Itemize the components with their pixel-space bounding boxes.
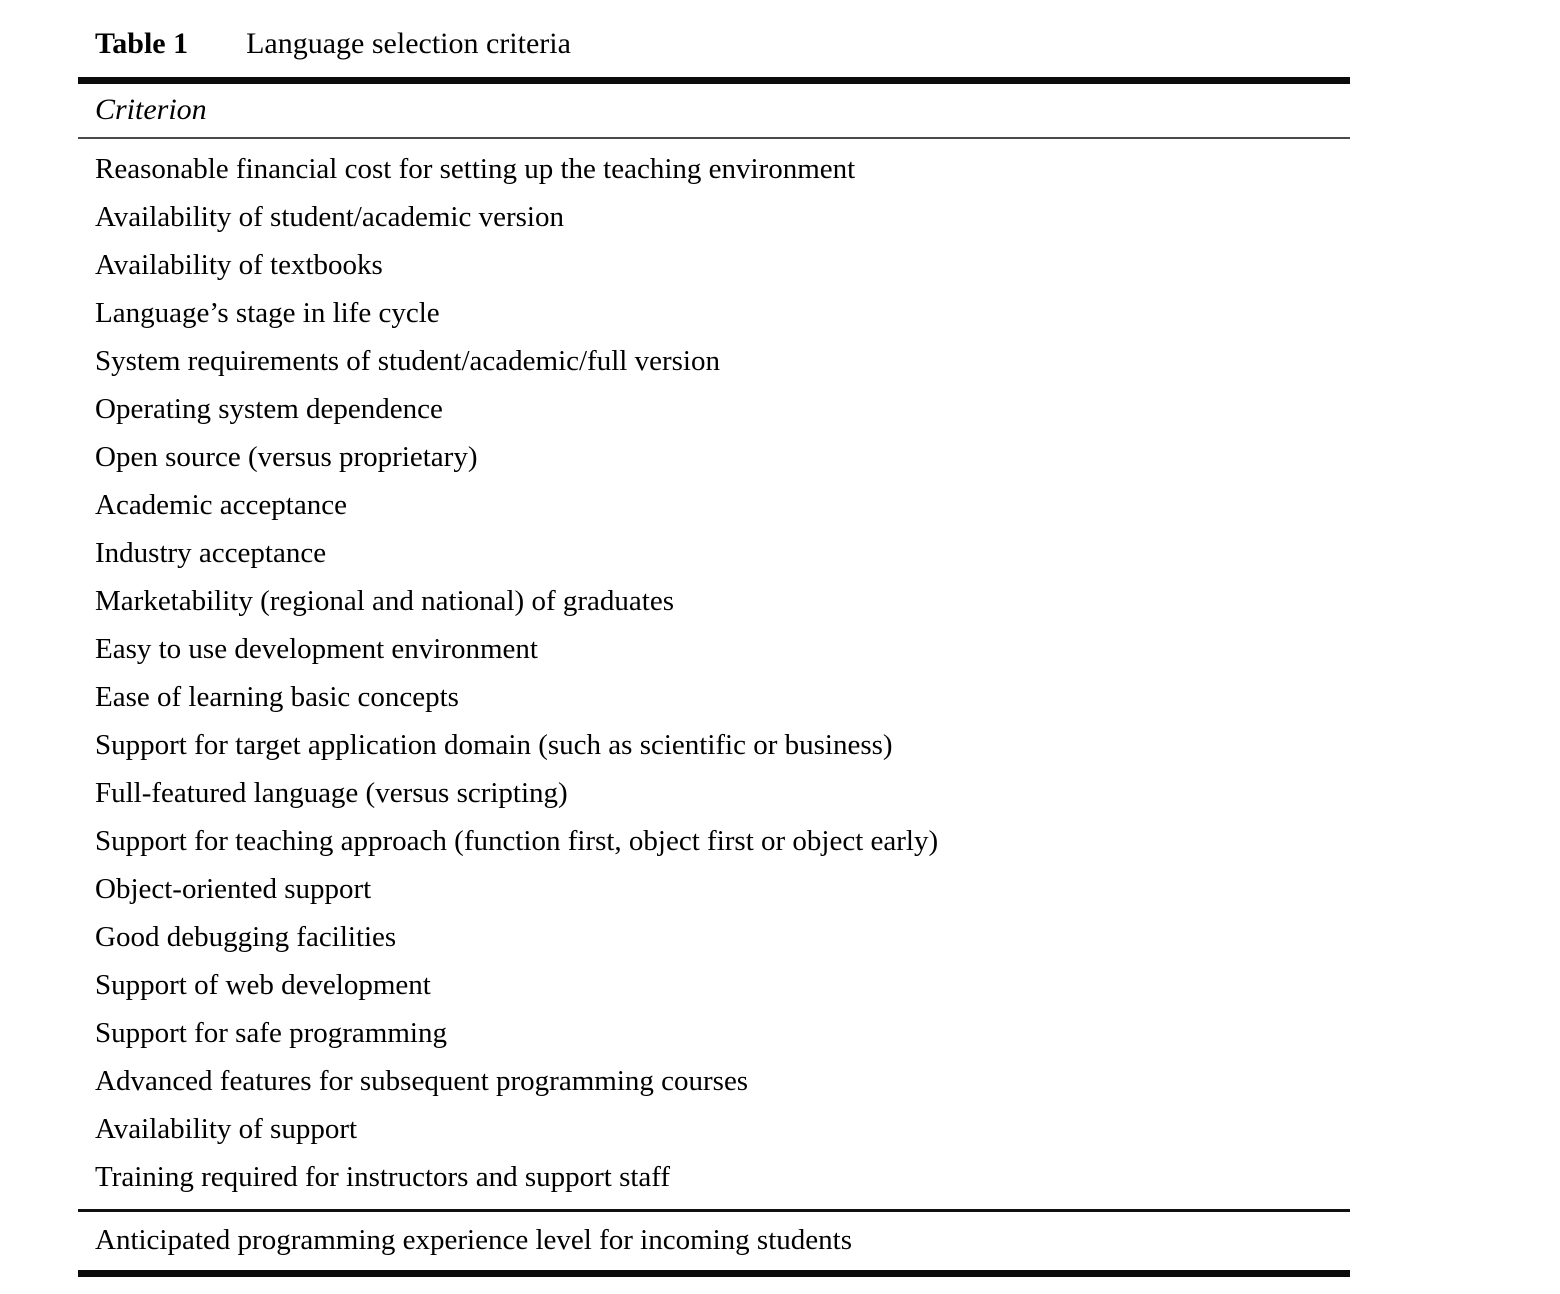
table-row: Support for teaching approach (function first, object first or object early) [95,825,939,857]
table-row: Easy to use development environment [95,633,538,665]
table-row: Academic acceptance [95,489,347,521]
table-row: Availability of textbooks [95,249,383,281]
footer-row-wrap [78,1212,1350,1270]
table-row: Operating system dependence [95,393,443,425]
table-row: Marketability (regional and national) of graduates [95,585,674,617]
table-row: Advanced features for subsequent programming courses [95,1065,749,1097]
column-header-criterion: Criterion [95,93,207,126]
table-row: Training required for instructors and support staff [95,1161,671,1193]
table-label: Table 1 [95,27,189,60]
criteria-list [78,139,1350,1209]
table-row: Support for safe programming [95,1017,447,1049]
table-row: Support of web development [95,969,431,1001]
table-row: Support for target application domain (such as scientific or business) [95,729,893,761]
table-row: Good debugging facilities [95,921,397,953]
table-caption [78,0,1350,77]
table-1 [78,0,1350,1277]
table-row: Ease of learning basic concepts [95,681,459,713]
table-row: System requirements of student/academic/full version [95,345,720,377]
table-row: Availability of support [95,1113,358,1145]
table-row: Availability of student/academic version [95,201,564,233]
bottom-rule [78,1270,1350,1277]
table-row: Object-oriented support [95,873,372,905]
table-row: Full-featured language (versus scripting) [95,777,568,809]
table-row: Industry acceptance [95,537,327,569]
table-row: Language’s stage in life cycle [95,297,440,329]
table-title: Language selection criteria [246,27,571,60]
top-rule [78,77,1350,84]
table-row: Reasonable financial cost for setting up the teaching environment [95,153,856,185]
table-row: Open source (versus proprietary) [95,441,478,473]
footer-row: Anticipated programming experience level for incoming students [95,1224,852,1256]
